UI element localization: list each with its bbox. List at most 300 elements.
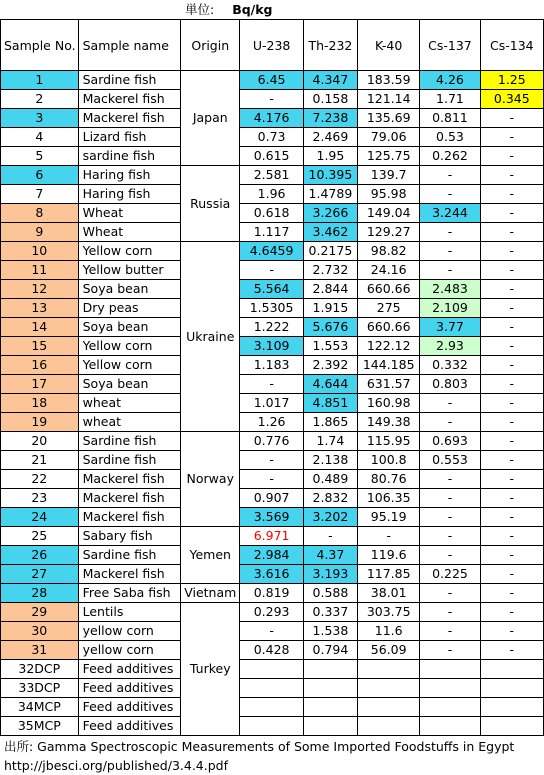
cell-sample-no: 24 bbox=[1, 508, 79, 527]
cell-cs134: - bbox=[480, 622, 543, 641]
cell-sample-name: Sardine fish bbox=[78, 546, 181, 565]
cell-u238: - bbox=[240, 90, 303, 109]
cell-th232 bbox=[303, 698, 357, 717]
cell-cs137: - bbox=[420, 508, 480, 527]
table-row bbox=[1, 679, 544, 698]
cell-cs137: 2.109 bbox=[420, 299, 480, 318]
table-row bbox=[1, 90, 544, 109]
cell-sample-no: 8 bbox=[1, 204, 79, 223]
cell-cs137: - bbox=[420, 413, 480, 432]
cell-sample-name: Wheat bbox=[78, 223, 181, 242]
cell-k40: 98.82 bbox=[358, 242, 420, 261]
table-row bbox=[1, 128, 544, 147]
cell-th232: 1.915 bbox=[303, 299, 357, 318]
cell-sample-name: Soya bean bbox=[78, 318, 181, 337]
cell-sample-name: Feed additives bbox=[78, 660, 181, 679]
cell-cs134: - bbox=[480, 432, 543, 451]
cell-cs137: 3.77 bbox=[420, 318, 480, 337]
cell-u238: 5.564 bbox=[240, 280, 303, 299]
cell-cs134: - bbox=[480, 109, 543, 128]
cell-cs137: 4.26 bbox=[420, 71, 480, 90]
cell-k40: 275 bbox=[358, 299, 420, 318]
cell-sample-no: 28 bbox=[1, 584, 79, 603]
cell-sample-no: 12 bbox=[1, 280, 79, 299]
cell-cs137: - bbox=[420, 470, 480, 489]
header-sample-name: Sample name bbox=[78, 20, 181, 71]
cell-th232: 3.193 bbox=[303, 565, 357, 584]
table-row bbox=[1, 660, 544, 679]
cell-origin: Russia bbox=[181, 166, 240, 242]
cell-k40: 660.66 bbox=[358, 318, 420, 337]
cell-sample-no: 10 bbox=[1, 242, 79, 261]
cell-k40: 79.06 bbox=[358, 128, 420, 147]
table-row bbox=[1, 356, 544, 375]
cell-origin: Norway bbox=[181, 432, 240, 527]
cell-th232: 0.588 bbox=[303, 584, 357, 603]
cell-th232: 7.238 bbox=[303, 109, 357, 128]
header-sample-no: Sample No. bbox=[1, 20, 79, 71]
cell-th232 bbox=[303, 660, 357, 679]
cell-u238: - bbox=[240, 375, 303, 394]
cell-k40: 139.7 bbox=[358, 166, 420, 185]
cell-cs134: - bbox=[480, 261, 543, 280]
cell-u238: 2.581 bbox=[240, 166, 303, 185]
cell-cs137: - bbox=[420, 622, 480, 641]
cell-u238: 6.45 bbox=[240, 71, 303, 90]
cell-cs134: - bbox=[480, 356, 543, 375]
cell-cs137: 1.71 bbox=[420, 90, 480, 109]
cell-k40: 135.69 bbox=[358, 109, 420, 128]
cell-u238 bbox=[240, 717, 303, 736]
cell-k40: 95.19 bbox=[358, 508, 420, 527]
cell-cs134: - bbox=[480, 394, 543, 413]
cell-k40: 183.59 bbox=[358, 71, 420, 90]
cell-u238: 1.222 bbox=[240, 318, 303, 337]
cell-sample-name: Soya bean bbox=[78, 280, 181, 299]
cell-cs134: - bbox=[480, 470, 543, 489]
cell-origin: Ukraine bbox=[181, 242, 240, 432]
cell-th232: 0.2175 bbox=[303, 242, 357, 261]
header-cs137: Cs-137 bbox=[420, 20, 480, 71]
cell-cs137: 2.483 bbox=[420, 280, 480, 299]
cell-u238: - bbox=[240, 451, 303, 470]
cell-sample-name: Yellow corn bbox=[78, 337, 181, 356]
cell-cs134: - bbox=[480, 299, 543, 318]
cell-u238: 2.984 bbox=[240, 546, 303, 565]
cell-k40: 38.01 bbox=[358, 584, 420, 603]
cell-k40 bbox=[358, 717, 420, 736]
cell-k40: 631.57 bbox=[358, 375, 420, 394]
cell-sample-name: Sardine fish bbox=[78, 71, 181, 90]
cell-th232: 3.202 bbox=[303, 508, 357, 527]
cell-sample-no: 3 bbox=[1, 109, 79, 128]
cell-k40: 56.09 bbox=[358, 641, 420, 660]
cell-th232 bbox=[303, 679, 357, 698]
cell-k40: 117.85 bbox=[358, 565, 420, 584]
cell-origin: Yemen bbox=[181, 527, 240, 584]
cell-k40: 125.75 bbox=[358, 147, 420, 166]
table-row bbox=[1, 71, 544, 90]
cell-u238: 1.117 bbox=[240, 223, 303, 242]
cell-cs137: 0.53 bbox=[420, 128, 480, 147]
cell-sample-name: Feed additives bbox=[78, 679, 181, 698]
cell-cs137: 0.803 bbox=[420, 375, 480, 394]
cell-u238: 0.615 bbox=[240, 147, 303, 166]
cell-th232: 10.395 bbox=[303, 166, 357, 185]
cell-cs137: 0.553 bbox=[420, 451, 480, 470]
cell-cs137: 0.225 bbox=[420, 565, 480, 584]
cell-origin: Turkey bbox=[181, 603, 240, 736]
unit-value: Bq/kg bbox=[232, 2, 273, 17]
cell-cs134: - bbox=[480, 641, 543, 660]
cell-sample-no: 9 bbox=[1, 223, 79, 242]
header-cs134: Cs-134 bbox=[480, 20, 543, 71]
cell-sample-name: Lentils bbox=[78, 603, 181, 622]
cell-cs134: - bbox=[480, 318, 543, 337]
cell-sample-name: Haring fish bbox=[78, 166, 181, 185]
table-row bbox=[1, 603, 544, 622]
cell-th232: 2.138 bbox=[303, 451, 357, 470]
cell-sample-no: 29 bbox=[1, 603, 79, 622]
unit-label: 単位: bbox=[185, 2, 215, 17]
cell-th232: 0.158 bbox=[303, 90, 357, 109]
cell-sample-no: 13 bbox=[1, 299, 79, 318]
cell-sample-name: Mackerel fish bbox=[78, 508, 181, 527]
cell-k40: 149.04 bbox=[358, 204, 420, 223]
table-row bbox=[1, 223, 544, 242]
table-row bbox=[1, 147, 544, 166]
cell-cs137: 3.244 bbox=[420, 204, 480, 223]
measurement-table bbox=[0, 19, 544, 736]
cell-sample-no: 23 bbox=[1, 489, 79, 508]
cell-cs134: - bbox=[480, 204, 543, 223]
cell-k40 bbox=[358, 660, 420, 679]
cell-k40 bbox=[358, 679, 420, 698]
cell-cs134: - bbox=[480, 147, 543, 166]
cell-u238: 4.6459 bbox=[240, 242, 303, 261]
cell-cs137: 0.693 bbox=[420, 432, 480, 451]
table-row bbox=[1, 242, 544, 261]
cell-k40: 122.12 bbox=[358, 337, 420, 356]
cell-th232: - bbox=[303, 527, 357, 546]
table-row bbox=[1, 622, 544, 641]
cell-u238 bbox=[240, 660, 303, 679]
cell-k40: 95.98 bbox=[358, 185, 420, 204]
cell-cs137: - bbox=[420, 242, 480, 261]
cell-sample-name: wheat bbox=[78, 394, 181, 413]
cell-u238: 1.26 bbox=[240, 413, 303, 432]
cell-cs134 bbox=[480, 660, 543, 679]
cell-u238: 1.96 bbox=[240, 185, 303, 204]
cell-cs137: 0.332 bbox=[420, 356, 480, 375]
cell-cs137: 2.93 bbox=[420, 337, 480, 356]
cell-k40: 24.16 bbox=[358, 261, 420, 280]
cell-cs134: - bbox=[480, 603, 543, 622]
cell-cs137 bbox=[420, 717, 480, 736]
cell-cs137 bbox=[420, 660, 480, 679]
cell-sample-no: 33DCP bbox=[1, 679, 79, 698]
cell-th232: 2.832 bbox=[303, 489, 357, 508]
cell-u238: 0.776 bbox=[240, 432, 303, 451]
header-row bbox=[1, 20, 544, 71]
cell-sample-no: 15 bbox=[1, 337, 79, 356]
cell-th232: 5.676 bbox=[303, 318, 357, 337]
cell-cs134: - bbox=[480, 565, 543, 584]
cell-u238: 0.819 bbox=[240, 584, 303, 603]
cell-cs134: - bbox=[480, 337, 543, 356]
cell-cs137: - bbox=[420, 641, 480, 660]
cell-sample-name: Feed additives bbox=[78, 717, 181, 736]
cell-th232 bbox=[303, 717, 357, 736]
table-row bbox=[1, 413, 544, 432]
cell-sample-no: 5 bbox=[1, 147, 79, 166]
cell-cs134: - bbox=[480, 128, 543, 147]
cell-k40: 100.8 bbox=[358, 451, 420, 470]
table-row bbox=[1, 451, 544, 470]
cell-cs137: - bbox=[420, 584, 480, 603]
cell-sample-no: 21 bbox=[1, 451, 79, 470]
table-row bbox=[1, 584, 544, 603]
cell-sample-no: 27 bbox=[1, 565, 79, 584]
cell-origin: Japan bbox=[181, 71, 240, 166]
cell-cs134: - bbox=[480, 185, 543, 204]
table-body bbox=[1, 20, 544, 736]
cell-sample-name: yellow corn bbox=[78, 641, 181, 660]
cell-cs137: - bbox=[420, 546, 480, 565]
cell-k40: 119.6 bbox=[358, 546, 420, 565]
table-row bbox=[1, 337, 544, 356]
cell-u238: 3.569 bbox=[240, 508, 303, 527]
cell-th232: 2.844 bbox=[303, 280, 357, 299]
cell-cs134 bbox=[480, 679, 543, 698]
cell-cs134: - bbox=[480, 413, 543, 432]
cell-sample-name: Mackerel fish bbox=[78, 489, 181, 508]
cell-sample-no: 22 bbox=[1, 470, 79, 489]
cell-u238: 0.293 bbox=[240, 603, 303, 622]
cell-th232: 4.644 bbox=[303, 375, 357, 394]
cell-u238: 6.971 bbox=[240, 527, 303, 546]
cell-cs137: - bbox=[420, 603, 480, 622]
header-th232: Th-232 bbox=[303, 20, 357, 71]
cell-sample-no: 11 bbox=[1, 261, 79, 280]
cell-sample-no: 17 bbox=[1, 375, 79, 394]
cell-sample-no: 25 bbox=[1, 527, 79, 546]
cell-k40 bbox=[358, 698, 420, 717]
cell-sample-no: 19 bbox=[1, 413, 79, 432]
cell-sample-name: Lizard fish bbox=[78, 128, 181, 147]
cell-th232: 1.74 bbox=[303, 432, 357, 451]
cell-th232: 4.37 bbox=[303, 546, 357, 565]
cell-k40: 144.185 bbox=[358, 356, 420, 375]
cell-cs134: - bbox=[480, 375, 543, 394]
cell-k40: 303.75 bbox=[358, 603, 420, 622]
table-row bbox=[1, 432, 544, 451]
cell-sample-name: yellow corn bbox=[78, 622, 181, 641]
cell-sample-name: Mackerel fish bbox=[78, 90, 181, 109]
cell-sample-no: 6 bbox=[1, 166, 79, 185]
cell-th232: 2.392 bbox=[303, 356, 357, 375]
cell-u238: 0.73 bbox=[240, 128, 303, 147]
table-row bbox=[1, 508, 544, 527]
table-row bbox=[1, 109, 544, 128]
cell-cs137: - bbox=[420, 223, 480, 242]
cell-cs137: - bbox=[420, 166, 480, 185]
cell-cs137 bbox=[420, 679, 480, 698]
cell-th232: 0.794 bbox=[303, 641, 357, 660]
table-row bbox=[1, 489, 544, 508]
cell-u238: 3.616 bbox=[240, 565, 303, 584]
cell-cs134: - bbox=[480, 451, 543, 470]
cell-sample-no: 35MCP bbox=[1, 717, 79, 736]
cell-cs134: 0.345 bbox=[480, 90, 543, 109]
cell-sample-no: 4 bbox=[1, 128, 79, 147]
source-citation: 出所: Gamma Spectroscopic Measurements of Some Imported Foodstuffs in Egypt bbox=[4, 739, 515, 754]
table-row bbox=[1, 299, 544, 318]
cell-cs137: - bbox=[420, 489, 480, 508]
cell-cs137: 0.811 bbox=[420, 109, 480, 128]
cell-sample-name: Free Saba fish bbox=[78, 584, 181, 603]
cell-sample-name: Yellow corn bbox=[78, 356, 181, 375]
cell-sample-name: wheat bbox=[78, 413, 181, 432]
cell-cs134: - bbox=[480, 223, 543, 242]
source-url[interactable]: http://jbesci.org/published/3.4.4.pdf bbox=[4, 758, 228, 773]
cell-u238: - bbox=[240, 622, 303, 641]
cell-u238: 0.907 bbox=[240, 489, 303, 508]
cell-th232: 1.865 bbox=[303, 413, 357, 432]
cell-sample-no: 7 bbox=[1, 185, 79, 204]
cell-sample-no: 26 bbox=[1, 546, 79, 565]
table-row bbox=[1, 546, 544, 565]
cell-u238: - bbox=[240, 470, 303, 489]
cell-sample-no: 32DCP bbox=[1, 660, 79, 679]
cell-u238: 1.183 bbox=[240, 356, 303, 375]
table-row bbox=[1, 375, 544, 394]
cell-sample-name: Mackerel fish bbox=[78, 470, 181, 489]
cell-origin: Vietnam bbox=[181, 584, 240, 603]
cell-k40: 121.14 bbox=[358, 90, 420, 109]
cell-u238: 4.176 bbox=[240, 109, 303, 128]
cell-sample-name: Dry peas bbox=[78, 299, 181, 318]
cell-u238 bbox=[240, 679, 303, 698]
cell-th232: 0.489 bbox=[303, 470, 357, 489]
cell-sample-name: Wheat bbox=[78, 204, 181, 223]
cell-k40: 106.35 bbox=[358, 489, 420, 508]
cell-cs137: 0.262 bbox=[420, 147, 480, 166]
cell-sample-no: 34MCP bbox=[1, 698, 79, 717]
cell-k40: 160.98 bbox=[358, 394, 420, 413]
table-row bbox=[1, 204, 544, 223]
cell-sample-no: 20 bbox=[1, 432, 79, 451]
cell-th232: 1.4789 bbox=[303, 185, 357, 204]
header-k40: K-40 bbox=[358, 20, 420, 71]
cell-cs134: 1.25 bbox=[480, 71, 543, 90]
cell-sample-name: Feed additives bbox=[78, 698, 181, 717]
cell-sample-no: 30 bbox=[1, 622, 79, 641]
cell-k40: 80.76 bbox=[358, 470, 420, 489]
cell-sample-no: 2 bbox=[1, 90, 79, 109]
table-row bbox=[1, 527, 544, 546]
cell-k40: 660.66 bbox=[358, 280, 420, 299]
cell-th232: 2.469 bbox=[303, 128, 357, 147]
cell-sample-name: Yellow butter bbox=[78, 261, 181, 280]
cell-u238: 1.017 bbox=[240, 394, 303, 413]
cell-u238: 0.428 bbox=[240, 641, 303, 660]
table-row bbox=[1, 280, 544, 299]
cell-th232: 1.553 bbox=[303, 337, 357, 356]
cell-u238: 1.5305 bbox=[240, 299, 303, 318]
cell-sample-name: Sardine fish bbox=[78, 451, 181, 470]
cell-k40: - bbox=[358, 527, 420, 546]
cell-cs137: - bbox=[420, 185, 480, 204]
cell-cs134: - bbox=[480, 508, 543, 527]
cell-k40: 11.6 bbox=[358, 622, 420, 641]
cell-sample-name: sardine fish bbox=[78, 147, 181, 166]
cell-cs137: - bbox=[420, 394, 480, 413]
table-row bbox=[1, 318, 544, 337]
table-row bbox=[1, 394, 544, 413]
cell-u238: - bbox=[240, 261, 303, 280]
unit-caption bbox=[185, 1, 273, 19]
cell-sample-name: Sardine fish bbox=[78, 432, 181, 451]
cell-th232: 2.732 bbox=[303, 261, 357, 280]
cell-sample-name: Soya bean bbox=[78, 375, 181, 394]
cell-cs134 bbox=[480, 717, 543, 736]
table-row bbox=[1, 717, 544, 736]
table-row bbox=[1, 185, 544, 204]
table-row bbox=[1, 470, 544, 489]
cell-sample-name: Mackerel fish bbox=[78, 565, 181, 584]
cell-th232: 3.266 bbox=[303, 204, 357, 223]
cell-cs134: - bbox=[480, 242, 543, 261]
cell-u238: 0.618 bbox=[240, 204, 303, 223]
cell-th232: 1.95 bbox=[303, 147, 357, 166]
cell-cs137: - bbox=[420, 261, 480, 280]
table-row bbox=[1, 698, 544, 717]
cell-th232: 1.538 bbox=[303, 622, 357, 641]
cell-th232: 4.851 bbox=[303, 394, 357, 413]
cell-cs134: - bbox=[480, 584, 543, 603]
cell-cs134: - bbox=[480, 280, 543, 299]
table-row bbox=[1, 261, 544, 280]
cell-th232: 0.337 bbox=[303, 603, 357, 622]
cell-sample-name: Yellow corn bbox=[78, 242, 181, 261]
cell-th232: 3.462 bbox=[303, 223, 357, 242]
header-u238: U-238 bbox=[240, 20, 303, 71]
table-row bbox=[1, 166, 544, 185]
cell-k40: 115.95 bbox=[358, 432, 420, 451]
table-row bbox=[1, 565, 544, 584]
cell-sample-no: 1 bbox=[1, 71, 79, 90]
cell-u238: 3.109 bbox=[240, 337, 303, 356]
cell-sample-no: 14 bbox=[1, 318, 79, 337]
cell-cs137 bbox=[420, 698, 480, 717]
cell-cs137: - bbox=[420, 527, 480, 546]
cell-sample-name: Haring fish bbox=[78, 185, 181, 204]
header-origin: Origin bbox=[181, 20, 240, 71]
cell-sample-name: Sabary fish bbox=[78, 527, 181, 546]
cell-cs134: - bbox=[480, 546, 543, 565]
cell-sample-no: 18 bbox=[1, 394, 79, 413]
cell-cs134 bbox=[480, 698, 543, 717]
cell-u238 bbox=[240, 698, 303, 717]
table-row bbox=[1, 641, 544, 660]
cell-cs134: - bbox=[480, 166, 543, 185]
cell-k40: 129.27 bbox=[358, 223, 420, 242]
cell-sample-name: Mackerel fish bbox=[78, 109, 181, 128]
cell-th232: 4.347 bbox=[303, 71, 357, 90]
cell-sample-no: 31 bbox=[1, 641, 79, 660]
cell-cs134: - bbox=[480, 489, 543, 508]
